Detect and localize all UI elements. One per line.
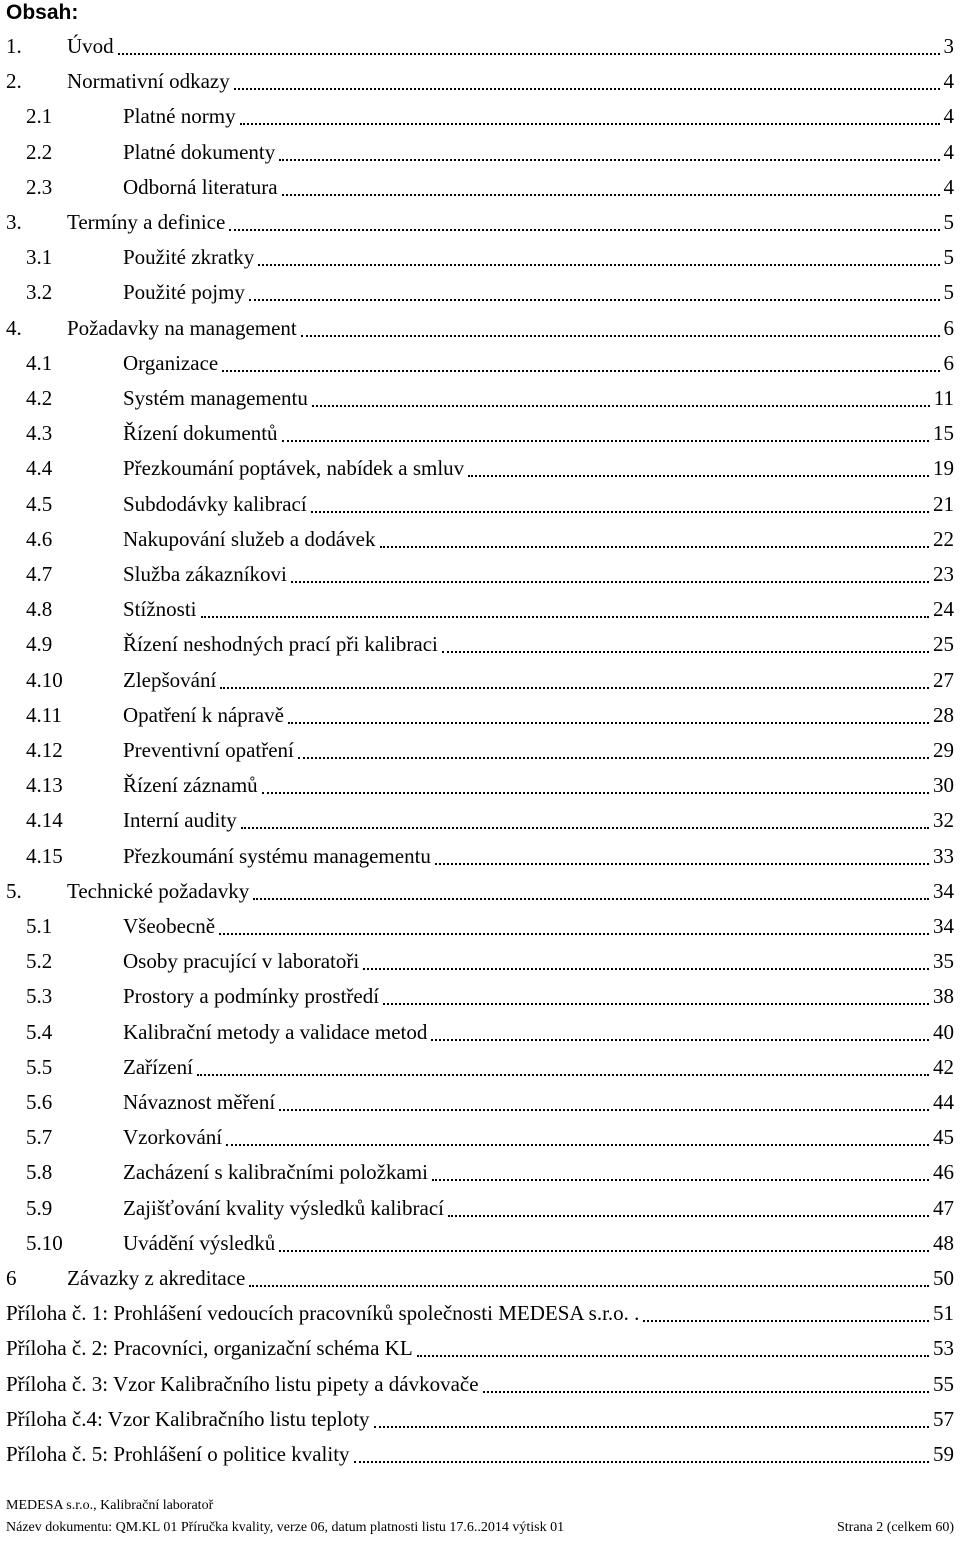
toc-entry-label-group	[123, 1160, 954, 1185]
toc-entry[interactable]	[0, 979, 960, 1014]
toc-entry-label-group	[123, 386, 954, 411]
toc-entry-number: 4.12	[26, 738, 63, 762]
toc-leader-dots	[363, 967, 929, 970]
toc-entry-title: Technické požadavky	[67, 878, 250, 903]
toc-leader-dots	[201, 615, 929, 618]
toc-entry[interactable]	[0, 1120, 960, 1155]
toc-entry[interactable]	[0, 64, 960, 99]
toc-entry-title: Subdodávky kalibrací	[123, 491, 307, 516]
toc-entry-page: 4	[943, 104, 954, 129]
toc-entry-title: Přezkoumání poptávek, nabídek a smluv	[123, 456, 465, 481]
toc-entry-label-group	[123, 492, 954, 517]
toc-entry-title: Návaznost měření	[123, 1090, 276, 1114]
toc-entry-page: 34	[933, 878, 954, 903]
toc-leader-dots	[262, 791, 929, 794]
toc-entry-page: 30	[933, 773, 954, 798]
toc-entry-label-group	[123, 140, 954, 165]
toc-entry[interactable]	[0, 839, 960, 874]
toc-entry-label-group	[123, 104, 954, 129]
toc-leader-dots	[298, 756, 929, 759]
toc-entry-number: 2.	[6, 69, 22, 94]
toc-leader-dots	[249, 1284, 929, 1287]
toc-entry-label-group	[123, 456, 954, 481]
toc-entry[interactable]	[0, 487, 960, 522]
toc-entry-title: Nakupování služeb a dodávek	[123, 526, 376, 551]
toc-entry-title: Přezkoumání systému managementu	[123, 843, 431, 868]
toc-entry-number: 5.5	[26, 1054, 53, 1079]
toc-leader-dots	[219, 932, 929, 935]
toc-entry-title: Prostory a podmínky prostředí	[123, 984, 380, 1009]
toc-entry-label-group	[123, 1020, 954, 1045]
toc-entry-title: Zlepšování	[123, 667, 217, 692]
toc-entry-title: Úvod	[67, 34, 114, 58]
toc-entry-number: 5.1	[26, 914, 53, 938]
toc-entry-label-group	[67, 316, 954, 341]
toc-entry[interactable]	[0, 205, 960, 240]
toc-entry-number: 4.10	[26, 667, 63, 692]
toc-leader-dots	[417, 1354, 929, 1357]
toc-leader-dots	[380, 545, 929, 548]
toc-entry-number: 5.	[6, 878, 22, 903]
toc-entry-title: Služba zákazníkovi	[123, 562, 287, 586]
toc-leader-dots	[258, 263, 939, 266]
toc-entry-label-group	[123, 773, 954, 798]
toc-entry-number: 1.	[6, 34, 22, 58]
toc-entry-page: 5	[943, 245, 954, 270]
toc-entry[interactable]	[0, 99, 960, 134]
toc-entry-label-group	[123, 844, 954, 869]
toc-leader-dots	[279, 1108, 929, 1111]
toc-entry-title: Termíny a definice	[67, 210, 226, 234]
toc-entry-number: 5.4	[26, 1019, 53, 1044]
toc-entry[interactable]	[0, 29, 960, 64]
toc-leader-dots	[291, 580, 929, 583]
toc-entry-number: 2.2	[26, 139, 53, 164]
toc-entry-title: Stížnosti	[123, 597, 197, 622]
toc-leader-dots	[643, 1319, 929, 1322]
toc-entry-title: Platné dokumenty	[123, 139, 276, 164]
toc-leader-dots	[374, 1425, 929, 1428]
toc-leader-dots	[226, 1143, 929, 1146]
toc-entry-number: 5.2	[26, 949, 53, 974]
toc-entry-title: Závazky z akreditace	[67, 1266, 246, 1290]
toc-entry-label-group	[123, 1125, 954, 1150]
toc-entry-number: 3.2	[26, 280, 53, 305]
toc-entry[interactable]	[0, 1015, 960, 1050]
toc-entry-page: 28	[933, 702, 954, 727]
toc-leader-dots	[383, 1002, 929, 1005]
toc-entry-page: 19	[933, 456, 954, 481]
toc-entry-label-group	[123, 808, 954, 833]
toc-entry-title: Příloha č. 1: Prohlášení vedoucích pracovníků společnosti MEDESA s.r.o. .	[6, 1301, 640, 1326]
footer-company: MEDESA s.r.o., Kalibrační laboratoř	[6, 1498, 214, 1513]
toc-entry-label-group	[123, 351, 954, 376]
toc-entry[interactable]	[0, 1085, 960, 1120]
toc-entry[interactable]	[0, 451, 960, 486]
toc-entry-title: Příloha č. 3: Vzor Kalibračního listu pipety a dávkovače	[6, 1371, 479, 1396]
toc-entry-page: 40	[933, 1019, 954, 1044]
toc-entry-label-group	[123, 738, 954, 763]
toc-entry-title: Vzorkování	[123, 1125, 223, 1150]
toc-entry-page: 45	[933, 1125, 954, 1150]
toc-entry-label-group	[6, 1372, 954, 1397]
toc-entry[interactable]	[0, 240, 960, 275]
toc-entry[interactable]	[0, 768, 960, 803]
toc-leader-dots	[435, 862, 929, 865]
toc-entry-page: 44	[933, 1090, 954, 1114]
toc-entry-title: Řízení dokumentů	[123, 421, 278, 446]
toc-entry-label-group	[67, 69, 954, 94]
toc-entry-label-group	[123, 914, 954, 939]
toc-leader-dots	[448, 1214, 929, 1217]
toc-entry[interactable]	[0, 170, 960, 205]
toc-entry-number: 2.3	[26, 174, 53, 199]
toc-entry-title: Použité zkratky	[123, 245, 255, 270]
toc-entry[interactable]	[0, 557, 960, 592]
toc-entry-number: 4.9	[26, 632, 53, 657]
toc-entry-page: 59	[933, 1442, 954, 1466]
toc-leader-dots	[301, 334, 940, 337]
toc-leader-dots	[253, 897, 929, 900]
toc-entry-number: 5.6	[26, 1090, 53, 1114]
toc-entry-number: 5.10	[26, 1230, 63, 1255]
toc-entry[interactable]	[0, 698, 960, 733]
toc-entry[interactable]	[0, 1050, 960, 1085]
toc-entry-label-group	[123, 597, 954, 622]
toc-entry-title: Použité pojmy	[123, 280, 245, 305]
toc-entry-page: 42	[933, 1054, 954, 1079]
toc-entry-title: Organizace	[123, 350, 219, 375]
toc-entry-number: 4.3	[26, 421, 53, 446]
toc-entry[interactable]	[0, 1261, 960, 1296]
toc-entry-label-group	[67, 34, 954, 59]
toc-leader-dots	[118, 52, 940, 55]
toc-entry-number: 4.7	[26, 562, 53, 586]
toc-entry[interactable]	[0, 803, 960, 838]
toc-entry-page: 24	[933, 597, 954, 622]
toc-entry-label-group	[123, 175, 954, 200]
toc-entry[interactable]	[0, 416, 960, 451]
toc-entry-page: 35	[933, 949, 954, 974]
toc-leader-dots	[222, 369, 939, 372]
toc-entry-label-group	[123, 421, 954, 446]
toc-entry-number: 5.9	[26, 1195, 53, 1220]
toc-entry-page: 23	[933, 562, 954, 586]
toc-entry-label-group	[123, 1055, 954, 1080]
toc-entry-label-group	[123, 949, 954, 974]
toc-leader-dots	[354, 1460, 929, 1463]
toc-entry-page: 5	[943, 280, 954, 305]
footer-doc-name: Název dokumentu: QM.KL 01 Příručka kvality, verze 06, datum platnosti listu 17.6..2014 výtisk 01	[6, 1520, 565, 1535]
toc-entry-title: Příloha č. 5: Prohlášení o politice kvality	[6, 1442, 350, 1466]
toc-entry[interactable]	[0, 1402, 960, 1437]
toc-entry-page: 32	[933, 808, 954, 833]
toc-entry-label-group	[123, 1090, 954, 1115]
toc-heading: Obsah:	[6, 1, 79, 24]
toc-entry-title: Odborná literatura	[123, 174, 278, 199]
toc-entry-title: Opatření k nápravě	[123, 702, 284, 727]
toc-entry-page: 50	[933, 1266, 954, 1290]
toc-entry-number: 2.1	[26, 104, 53, 129]
toc-entry[interactable]	[0, 944, 960, 979]
toc-entry-title: Uvádění výsledků	[123, 1230, 276, 1255]
toc-entry-number: 4.8	[26, 597, 53, 622]
toc-entry-page: 29	[933, 738, 954, 762]
toc-leader-dots	[431, 1038, 929, 1041]
toc-entry-page: 11	[933, 386, 954, 410]
toc-entry-title: Příloha č.4: Vzor Kalibračního listu teploty	[6, 1406, 370, 1431]
toc-entry-number: 4.14	[26, 808, 63, 833]
toc-leader-dots	[468, 474, 929, 477]
toc-entry-label-group	[67, 210, 954, 235]
toc-leader-dots	[282, 193, 940, 196]
toc-entry[interactable]	[0, 874, 960, 909]
toc-entry-page: 46	[933, 1160, 954, 1185]
toc-entry-title: Zacházení s kalibračními položkami	[123, 1160, 428, 1185]
toc-entry-number: 4.4	[26, 456, 53, 481]
toc-leader-dots	[288, 721, 929, 724]
toc-entry-title: Řízení neshodných prací při kalibraci	[123, 632, 438, 657]
toc-leader-dots	[241, 826, 929, 829]
toc-leader-dots	[282, 439, 929, 442]
toc-entry-page: 5	[943, 210, 954, 234]
toc-entry-label-group	[6, 1301, 954, 1326]
toc-entry[interactable]	[0, 311, 960, 346]
toc-entry-title: Všeobecně	[123, 914, 216, 938]
toc-entry[interactable]	[0, 1226, 960, 1261]
toc-entry-page: 3	[943, 34, 954, 58]
toc-entry-number: 4.15	[26, 843, 63, 868]
toc-leader-dots	[442, 650, 929, 653]
toc-entry-title: Řízení záznamů	[123, 773, 258, 798]
toc-leader-dots	[311, 510, 929, 513]
toc-entry-page: 6	[943, 350, 954, 375]
toc-entry-page: 22	[933, 526, 954, 551]
toc-entry-number: 6	[6, 1266, 17, 1290]
toc-entry-number: 4.2	[26, 386, 53, 410]
toc-entry-page: 4	[943, 69, 954, 94]
toc-leader-dots	[432, 1178, 929, 1181]
toc-entry[interactable]	[0, 1437, 960, 1472]
toc-entry-number: 4.6	[26, 526, 53, 551]
toc-entry-page: 4	[943, 174, 954, 199]
toc-entry-page: 55	[933, 1371, 954, 1396]
toc-entry-label-group	[123, 1231, 954, 1256]
toc-entry-page: 34	[933, 914, 954, 938]
toc-leader-dots	[249, 298, 940, 301]
toc-leader-dots	[312, 404, 930, 407]
toc-entry-page: 4	[943, 139, 954, 164]
toc-entry-label-group	[123, 1196, 954, 1221]
toc-entry-title: Platné normy	[123, 104, 236, 129]
toc-entry-label-group	[123, 668, 954, 693]
toc-entry[interactable]	[0, 627, 960, 662]
toc-entry[interactable]	[0, 275, 960, 310]
toc-leader-dots	[483, 1390, 929, 1393]
toc-entry-title: Systém managementu	[123, 386, 308, 410]
toc-entry-label-group	[123, 245, 954, 270]
toc-entry[interactable]	[0, 592, 960, 627]
toc-entry-label-group	[123, 632, 954, 657]
toc-entry-title: Interní audity	[123, 808, 237, 833]
toc-entry-title: Normativní odkazy	[67, 69, 230, 94]
toc-entry-page: 53	[933, 1336, 954, 1361]
toc-entry[interactable]	[0, 1191, 960, 1226]
toc-entry-number: 4.1	[26, 350, 53, 375]
toc-entry-number: 4.11	[26, 702, 62, 727]
toc-leader-dots	[229, 228, 939, 231]
toc-entry-label-group	[6, 1407, 954, 1432]
toc-entry-page: 48	[933, 1230, 954, 1255]
toc-entry-number: 5.7	[26, 1125, 53, 1150]
toc-leader-dots	[240, 122, 940, 125]
toc-entry[interactable]	[0, 1331, 960, 1366]
toc-entry-page: 38	[933, 984, 954, 1009]
toc-leader-dots	[220, 686, 929, 689]
toc-entry[interactable]	[0, 1155, 960, 1190]
toc-entry-number: 4.13	[26, 773, 63, 798]
toc-entry-page: 6	[943, 315, 954, 340]
toc-entry-label-group	[123, 703, 954, 728]
toc-entry-label-group	[123, 280, 954, 305]
toc-entry-number: 3.	[6, 210, 22, 234]
toc-entry-page: 33	[933, 843, 954, 868]
toc-entry-label-group	[6, 1442, 954, 1467]
toc-entry-label-group	[123, 527, 954, 552]
toc-entry-title: Zařízení	[123, 1054, 193, 1079]
toc-entry-page: 57	[933, 1406, 954, 1431]
toc-entry-page: 21	[933, 491, 954, 516]
footer-doc-info	[6, 1520, 954, 1536]
toc-entry[interactable]	[0, 135, 960, 170]
toc-entry-title: Požadavky na management	[67, 315, 297, 340]
toc-entry-number: 4.	[6, 315, 22, 340]
toc-entry-number: 4.5	[26, 491, 53, 516]
toc-entry[interactable]	[0, 909, 960, 944]
toc-entry-page: 27	[933, 667, 954, 692]
toc-entry-title: Kalibrační metody a validace metod	[123, 1019, 428, 1044]
toc-entry-title: Preventivní opatření	[123, 738, 294, 762]
toc-entry[interactable]	[0, 1296, 960, 1331]
toc-entry-page: 25	[933, 632, 954, 657]
toc-entry-label-group	[123, 984, 954, 1009]
toc-entry-number: 5.3	[26, 984, 53, 1009]
toc-entry-title: Osoby pracující v laboratoři	[123, 949, 360, 974]
toc-entry-page: 47	[933, 1195, 954, 1220]
toc-entry-label-group	[123, 562, 954, 587]
toc-entry[interactable]	[0, 381, 960, 416]
toc-entry-title: Zajišťování kvality výsledků kalibrací	[123, 1195, 444, 1220]
toc-entry-title: Příloha č. 2: Pracovníci, organizační schéma KL	[6, 1336, 413, 1361]
toc-entry-page: 51	[933, 1301, 954, 1326]
toc-entry[interactable]	[0, 1367, 960, 1402]
toc-entry[interactable]	[0, 522, 960, 557]
footer-page-info: Strana 2 (celkem 60)	[836, 1520, 954, 1535]
toc-entry-number: 5.8	[26, 1160, 53, 1185]
toc-leader-dots	[279, 158, 939, 161]
toc-entry[interactable]	[0, 346, 960, 381]
toc-entry-label-group	[67, 879, 954, 904]
toc-leader-dots	[234, 87, 940, 90]
toc-entry-page: 15	[933, 421, 954, 446]
toc-entry[interactable]	[0, 663, 960, 698]
toc-entry[interactable]	[0, 733, 960, 768]
toc-entry-number: 3.1	[26, 245, 53, 270]
toc-entry-label-group	[6, 1336, 954, 1361]
toc-leader-dots	[279, 1249, 929, 1252]
toc-entry-label-group	[67, 1266, 954, 1291]
toc-leader-dots	[197, 1073, 929, 1076]
